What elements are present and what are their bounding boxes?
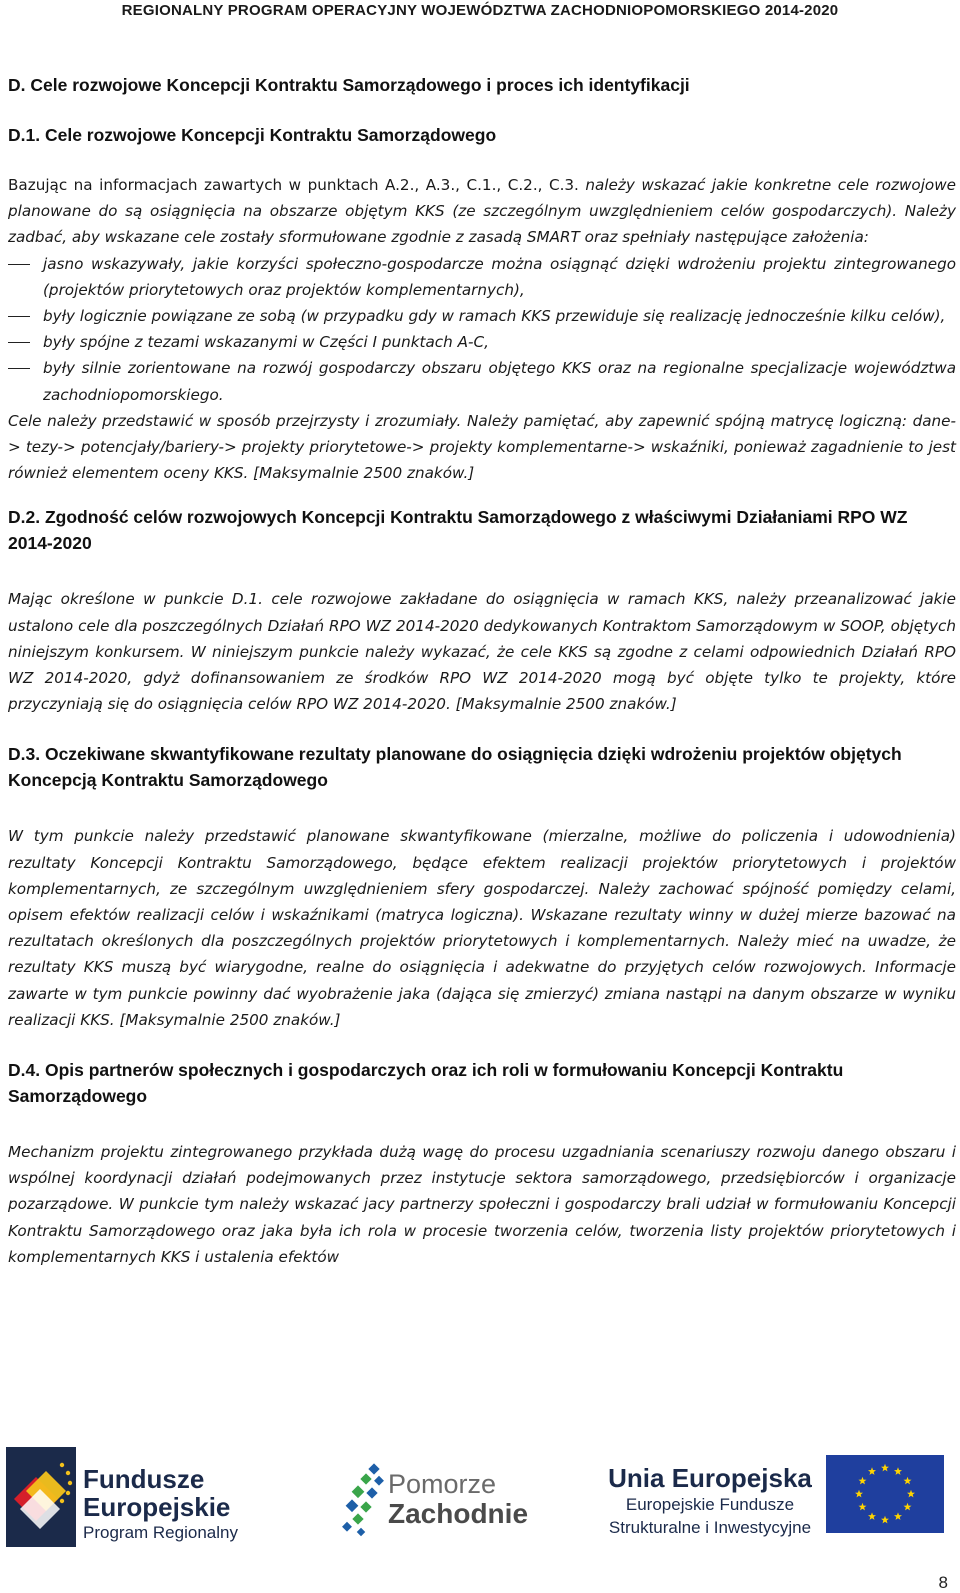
list-item-text: jasno wskazywały, jakie korzyści społeczno-gospodarcze można osiągnąć dzięki wdrożeniu projektu zintegrowanego (projektów priorytetowych oraz projektów komplementarnych), <box>43 254 956 299</box>
dash-bullet-icon <box>8 368 30 369</box>
d1-closing: Cele należy przedstawić w sposób przejrzysty i zrozumiały. Należy pamiętać, aby zapewnić spójną matrycę logiczną: dane-> tezy-> potencjały/bariery-> projekty priorytetowe-> projekty komplementarne-> wskaźniki, ponieważ zagadnienie to jest również elementem oceny KKS. [Maksymalnie 2500 znaków.] <box>8 411 956 483</box>
d4-title: D.4. Opis partnerów społecznych i gospodarczych oraz ich roli w formułowaniu Koncepcji Kontraktu Samorządowego <box>8 1060 844 1107</box>
dash-bullet-icon <box>8 316 30 317</box>
d2-body: Mając określone w punkcie D.1. cele rozwojowe zakładane do osiągnięcia w ramach KKS, należy przeanalizować jakie ustalono cele dla poszczególnych Działań RPO WZ 2014-2020 dedykowanych Kontraktom Samorządowym w SOOP, objętych niniejszym konkursem. W niniejszym punkcie należy wykazać, że cele KKS są zgodne z celami odpowiednich Działań RPO WZ 2014-2020, gdyż dofinansowaniem ze środków RPO WZ 2014-2020 mogą być objęte tylko te projekty, które przyczyniają się do osiągnięcia celów RPO WZ 2014-2020. [Maksymalnie 2500 znaków.] <box>8 590 956 714</box>
list-item <box>8 329 956 355</box>
d3-title: D.3. Oczekiwane skwantyfikowane rezultaty planowane do osiągnięcia dzięki wdrożeniu projektów objętych Koncepcją Kontraktu Samorządowego <box>8 744 902 791</box>
eu-flag-icon <box>826 1455 944 1533</box>
d1-intro-normal: Bazując na informacjach zawartych w punktach A.2., A.3., C.1., C.2., C.3. <box>8 176 579 194</box>
d2-title: D.2. Zgodność celów rozwojowych Koncepcji Kontraktu Samorządowego z właściwymi Działaniami RPO WZ 2014-2020 <box>8 507 908 554</box>
fe-line2: Europejskie <box>83 1492 231 1522</box>
document-body <box>8 72 956 1270</box>
page-header: REGIONALNY PROGRAM OPERACYJNY WOJEWÓDZTWA ZACHODNIOPOMORSKIEGO 2014-2020 <box>121 2 839 19</box>
d3-body: W tym punkcie należy przedstawić planowane skwantyfikowane (mierzalne, możliwe do policzenia i udowodnienia) rezultaty Koncepcji Kontraktu Samorządowego, będące efektem realizacji projektów priorytetowych i projektów komplementarnych, ze szczególnym uwzględnieniem sfery gospodarczej. Należy zachować spójność pomiędzy celami, opisem efektów realizacji celów i wskaźnikami (matryca logiczna). Wskazane rezultaty winny w dużej mierze bazować na rezultatach określonych dla poszczególnych projektów priorytetowych i komplementarnych. Należy mieć na uwadze, że rezultaty KKS muszą być wiarygodne, realne do osiągnięcia i adekwatne do przyjętych celów rozwojowych. Informacje zawarte w tym punkcie powinny dać wyobrażenie jaka (dająca się zmierzyć) zmiana nastąpi na danym obszarze w wyniku realizacji KKS. [Maksymalnie 2500 znaków.] <box>8 827 956 1029</box>
section-d-title: D. Cele rozwojowe Koncepcji Kontraktu Samorządowego i proces ich identyfikacji <box>8 75 690 95</box>
d1-title: D.1. Cele rozwojowe Koncepcji Kontraktu Samorządowego <box>8 125 497 145</box>
list-item-text: były spójne z tezami wskazanymi w Części I punktach A-C, <box>43 333 489 352</box>
ue-line1: Unia Europejska <box>608 1463 812 1493</box>
unia-europejska-logo <box>590 1463 830 1553</box>
list-item-text: były silnie zorientowane na rozwój gospodarczy obszaru objętego KKS oraz na regionalne specjalizacje województwa zachodniopomorskiego. <box>43 359 956 404</box>
d1-bullet-list <box>8 251 956 408</box>
fe-star-mark-icon <box>6 1447 76 1547</box>
footer-logos <box>0 1445 960 1592</box>
page-number: 8 <box>938 1573 948 1592</box>
ue-line3: Strukturalne i Inwestycyjne <box>608 1518 812 1537</box>
pz-line1: Pomorze <box>388 1469 497 1499</box>
fundusze-europejskie-logo <box>6 1447 266 1547</box>
dash-bullet-icon <box>8 342 30 343</box>
fe-text <box>83 1465 238 1545</box>
d1-intro <box>8 172 956 251</box>
list-item <box>8 355 956 407</box>
d1-intro-italic: należy wskazać jakie konkretne cele rozwojowe planowane do są osiągnięcia na obszarze objętym KKS (ze szczególnym uwzględnieniem celów gospodarczych). Należy zadbać, aby wskazane cele zostały sformułowane zgodnie z zasadą SMART oraz spełniały następujące założenia: <box>8 176 956 247</box>
dash-bullet-icon <box>8 264 30 265</box>
fe-line1: Fundusze <box>83 1464 205 1494</box>
pomorze-zachodnie-logo <box>340 1459 540 1549</box>
ue-line2: Europejskie Fundusze <box>625 1495 795 1514</box>
fe-line3: Program Regionalny <box>83 1523 238 1542</box>
list-item <box>8 251 956 303</box>
list-item <box>8 303 956 329</box>
pz-line2: Zachodnie <box>388 1498 529 1529</box>
pz-text <box>388 1469 528 1529</box>
list-item-text: były logicznie powiązane ze sobą (w przypadku gdy w ramach KKS przewiduje się realizację jednocześnie kilku celów), <box>43 307 946 326</box>
d4-body: Mechanizm projektu zintegrowanego przykłada dużą wagę do procesu uzgadniania scenariuszy rozwoju danego obszaru i wspólnej koordynacji działań podejmowanych przez instytucje sektora samorządowego, przedsiębiorców i organizacje pozarządowe. W punkcie tym należy wskazać jacy partnerzy społeczni i gospodarczy brali udział w formułowaniu Koncepcji Kontraktu Samorządowego oraz jaka była ich rola w procesie tworzenia celów, tworzenia listy projektów priorytetowych i komplementarnych KKS i ustalenia efektów <box>8 1143 956 1266</box>
